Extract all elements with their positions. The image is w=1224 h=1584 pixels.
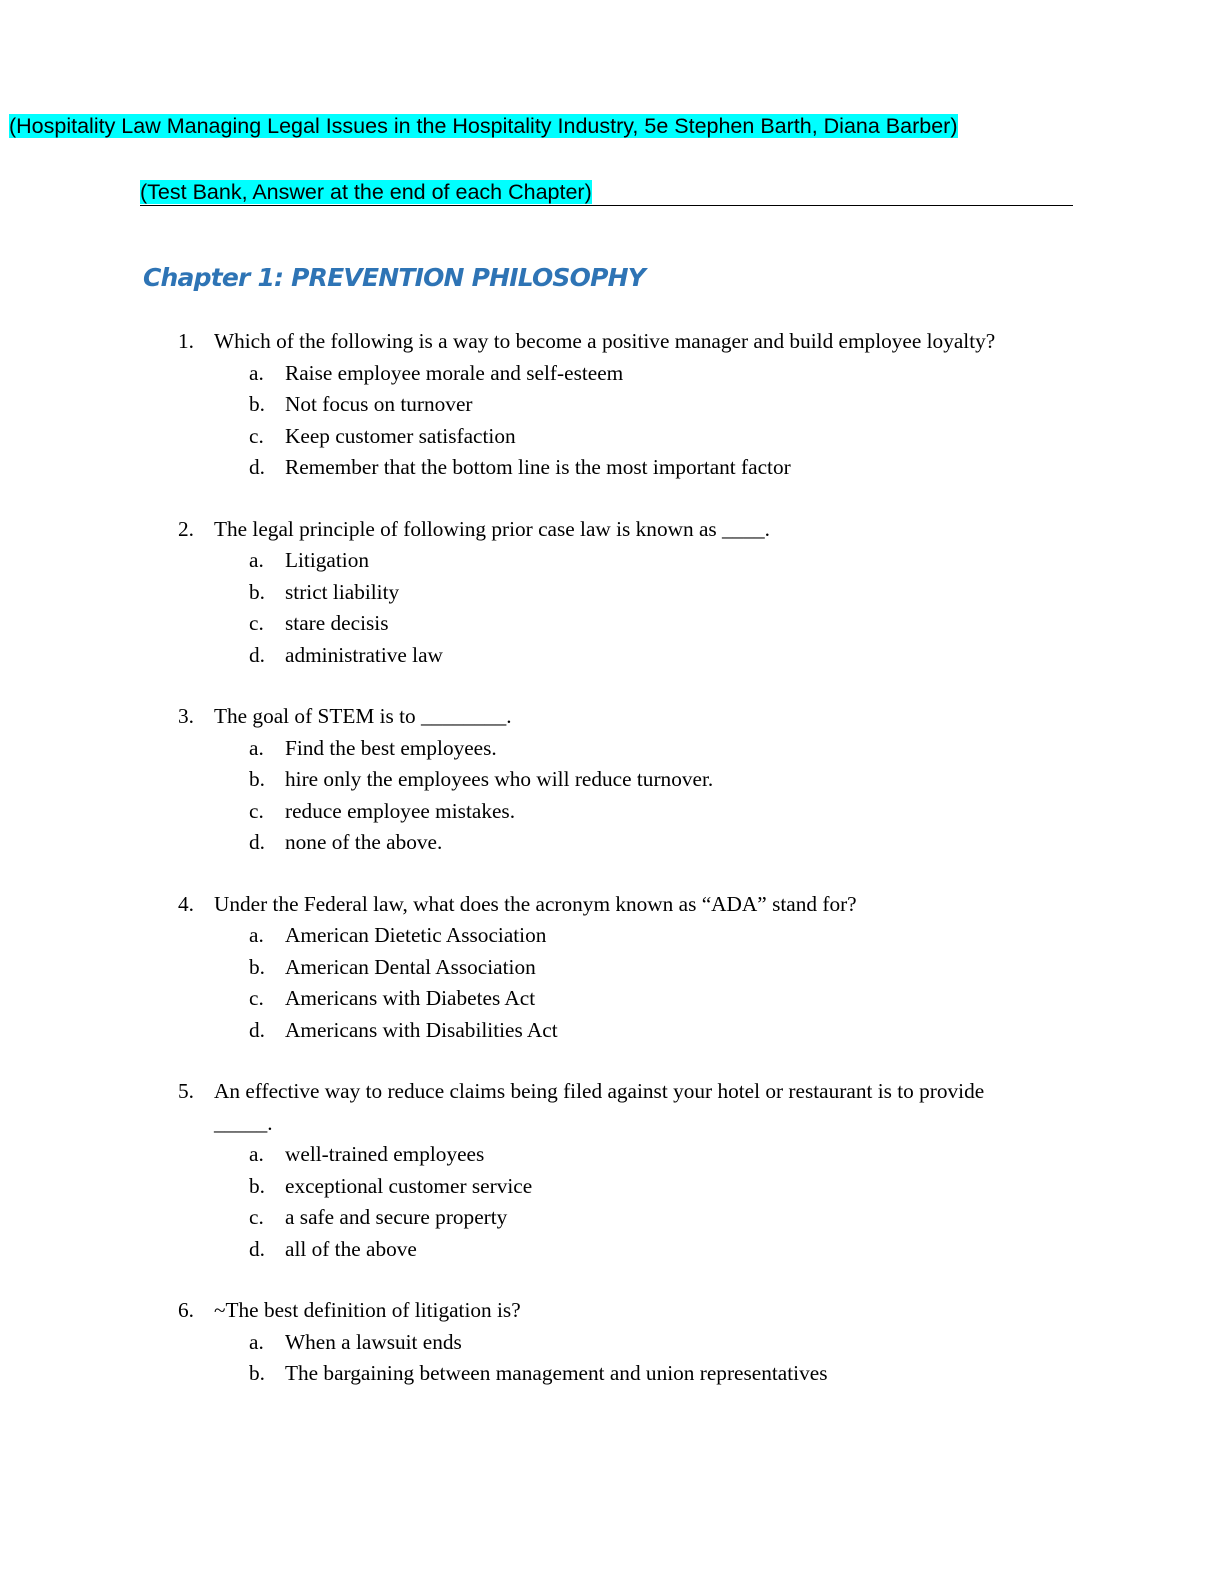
option-text: American Dental Association <box>285 954 536 979</box>
option-text: exceptional customer service <box>285 1173 533 1198</box>
question-number: 5. <box>178 1079 194 1103</box>
answer-option <box>0 1171 1224 1203</box>
answer-option <box>0 796 1224 828</box>
answer-option <box>0 577 1224 609</box>
option-text: reduce employee mistakes. <box>285 798 516 823</box>
option-letter: b. <box>249 954 265 979</box>
question-text: An effective way to reduce claims being filed against your hotel or restaurant is to provide _____. <box>214 1079 985 1135</box>
question-stem <box>0 514 1014 546</box>
answer-option <box>0 545 1224 577</box>
option-text: stare decisis <box>285 611 389 635</box>
question-text: Which of the following is a way to become a positive manager and build employee loyalty? <box>214 329 996 353</box>
option-text: Remember that the bottom line is the most important factor <box>285 455 791 479</box>
test-bank-note-line <box>140 179 1073 206</box>
option-text: Not focus on turnover <box>285 392 473 416</box>
answer-option <box>0 952 1224 984</box>
question-text: The goal of STEM is to ________. <box>214 704 512 728</box>
option-letter: b. <box>249 392 265 416</box>
answer-option <box>0 1139 1224 1171</box>
answer-option <box>0 1234 1224 1266</box>
option-letter: c. <box>249 423 264 448</box>
option-text: Litigation <box>285 548 369 572</box>
question-number: 2. <box>178 516 194 541</box>
answer-option <box>0 389 1224 421</box>
option-letter: c. <box>249 798 264 823</box>
option-letter: c. <box>249 986 264 1010</box>
question-number: 6. <box>178 1298 194 1322</box>
answer-option <box>0 1327 1224 1359</box>
answer-option <box>0 452 1224 484</box>
question-number: 1. <box>178 329 194 353</box>
question-item <box>0 1295 1224 1390</box>
question-stem <box>0 1076 1014 1139</box>
option-letter: a. <box>249 1329 264 1354</box>
option-letter: a. <box>249 360 264 385</box>
book-title-highlight: (Hospitality Law Managing Legal Issues in the Hospitality Industry, 5e Stephen Barth, Diana Barber) <box>9 114 958 138</box>
option-text: Americans with Disabilities Act <box>285 1017 558 1042</box>
option-letter: c. <box>249 611 264 635</box>
answer-option <box>0 1015 1224 1047</box>
option-text: hire only the employees who will reduce turnover. <box>285 767 714 791</box>
option-text: The bargaining between management and union representatives <box>285 1361 828 1385</box>
option-text: Raise employee morale and self-esteem <box>285 360 624 385</box>
option-letter: d. <box>249 830 265 854</box>
option-letter: b. <box>249 1361 265 1385</box>
option-letter: d. <box>249 455 265 479</box>
answer-option <box>0 764 1224 796</box>
option-text: Keep customer satisfaction <box>285 423 516 448</box>
option-letter: d. <box>249 1017 265 1042</box>
answer-option <box>0 608 1224 640</box>
question-list <box>0 326 1224 1420</box>
answer-option <box>0 640 1224 672</box>
answer-option <box>0 1202 1224 1234</box>
option-letter: d. <box>249 1236 265 1261</box>
option-text: all of the above <box>285 1236 417 1261</box>
option-text: Find the best employees. <box>285 735 497 760</box>
question-stem <box>0 889 1014 921</box>
question-stem <box>0 326 1014 358</box>
chapter-heading: Chapter 1: PREVENTION PHILOSOPHY <box>143 263 646 292</box>
option-text: administrative law <box>285 642 443 667</box>
option-text: a safe and secure property <box>285 1205 508 1229</box>
question-stem <box>0 1295 1014 1327</box>
test-bank-note-highlight: (Test Bank, Answer at the end of each Chapter) <box>140 180 592 204</box>
question-item <box>0 514 1224 672</box>
answer-option <box>0 827 1224 859</box>
question-text: Under the Federal law, what does the acronym known as “ADA” stand for? <box>214 891 857 916</box>
option-letter: c. <box>249 1205 264 1229</box>
answer-option <box>0 1358 1224 1390</box>
option-text: American Dietetic Association <box>285 923 547 947</box>
option-letter: b. <box>249 1173 265 1198</box>
option-letter: a. <box>249 923 264 947</box>
question-number: 3. <box>178 704 194 728</box>
option-text: none of the above. <box>285 830 443 854</box>
answer-option <box>0 983 1224 1015</box>
question-text: The legal principle of following prior case law is known as ____. <box>214 516 770 541</box>
answer-option <box>0 421 1224 453</box>
option-text: Americans with Diabetes Act <box>285 986 536 1010</box>
question-item <box>0 889 1224 1047</box>
option-letter: d. <box>249 642 265 667</box>
question-item <box>0 1076 1224 1265</box>
answer-option <box>0 920 1224 952</box>
question-item <box>0 701 1224 859</box>
question-number: 4. <box>178 891 194 916</box>
option-text: strict liability <box>285 579 400 604</box>
option-text: When a lawsuit ends <box>285 1329 462 1354</box>
answer-option <box>0 733 1224 765</box>
question-item <box>0 326 1224 484</box>
option-letter: b. <box>249 579 265 604</box>
book-title-line <box>9 113 958 139</box>
question-text: ~The best definition of litigation is? <box>214 1298 521 1322</box>
answer-option <box>0 358 1224 390</box>
option-text: well-trained employees <box>285 1142 485 1166</box>
option-letter: b. <box>249 767 265 791</box>
question-stem <box>0 701 1014 733</box>
option-letter: a. <box>249 548 264 572</box>
option-letter: a. <box>249 735 264 760</box>
option-letter: a. <box>249 1142 264 1166</box>
